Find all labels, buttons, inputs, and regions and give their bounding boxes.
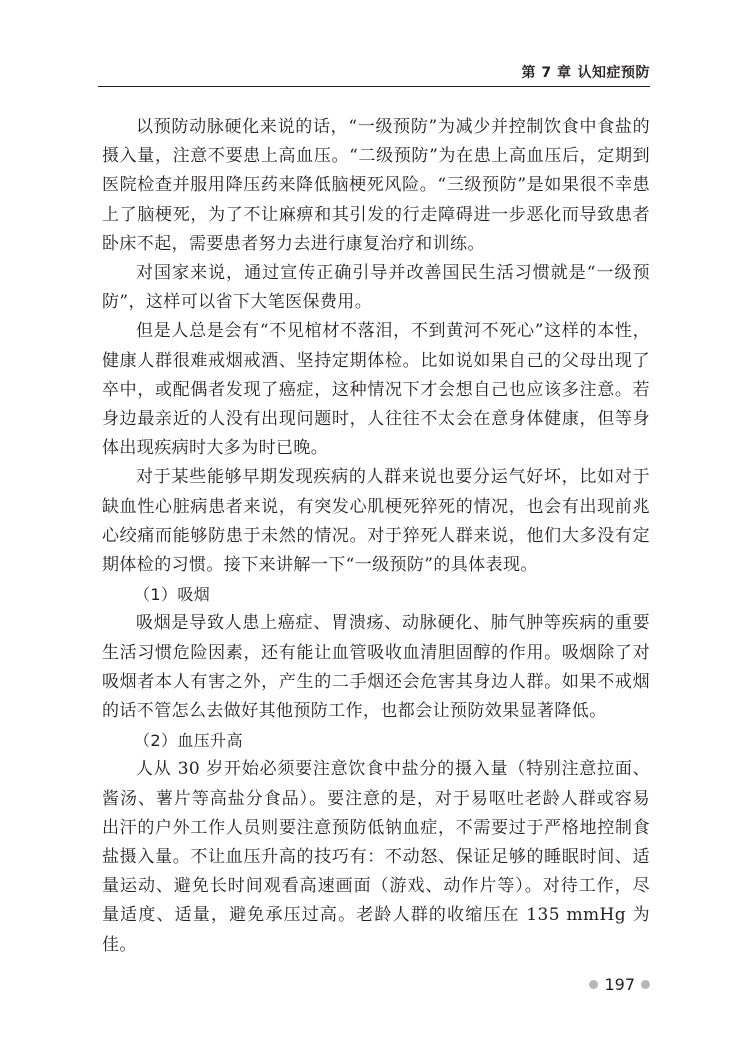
paragraph: 以预防动脉硬化来说的话，“一级预防”为减少并控制饮食中食盐的摄入量，注意不要患上高血压。“二级预防”为在患上高血压后，定期到医院检查并服用降压药来降低脑梗死风险。“三级预防”是如果很不幸患上了脑梗死，为了不让麻痹和其引发的行走障碍进一步恶化而导致患者卧床不起，需要患者努力去进行康复治疗和训练。 — [102, 117, 650, 254]
paragraph: 对于某些能够早期发现疾病的人群来说也要分运气好坏，比如对于缺血性心脏病患者来说，有突发心肌梗死猝死的情况，也会有出现前兆心绞痛而能够防患于未然的情况。对于猝死人群来说，他们大多没有定期体检的习惯。接下来讲解一下“一级预防”的具体表现。 — [102, 467, 650, 576]
folio-dot-left — [589, 980, 598, 989]
running-head — [522, 62, 651, 82]
folio-dot-right — [641, 980, 650, 989]
section-heading-blood-pressure: （2）血压升高 — [134, 731, 243, 751]
paragraph: 对国家来说，通过宣传正确引导并改善国民生活习惯就是“一级预防”，这样可以省下大笔医保费用。 — [102, 263, 650, 313]
page-body — [102, 113, 650, 960]
paragraph: 但是人总是会有“不见棺材不落泪，不到黄河不死心”这样的本性，健康人群很难戒烟戒酒、坚持定期体检。比如说如果自己的父母出现了卒中，或配偶者发现了癌症，这种情况下才会想自己也应该多注意。若身边最亲近的人没有出现问题时，人往往不太会在意身体健康，但等身体出现疾病时大多为时已晚。 — [102, 321, 650, 459]
paragraph-blood-pressure: 人从 30 岁开始必须要注意饮食中盐分的摄入量（特别注意拉面、酱汤、薯片等高盐分食品）。要注意的是，对于易呕吐老龄人群或容易出汗的户外工作人员则要注意预防低钠血症，不需要过于严格地控制食盐摄入量。不让血压升高的技巧有：不动怒、保证足够的睡眠时间、适量运动、避免长时间观看高速画面（游戏、动作片等）。对待工作，尽量适度、适量，避免承压过高。老龄人群的收缩压在 135 mmHg 为佳。 — [102, 759, 650, 955]
section-heading-smoking: （1）吸烟 — [134, 585, 211, 605]
page-number: 197 — [604, 975, 635, 994]
chapter-number: 第 7 章 — [521, 65, 572, 81]
page-folio — [589, 975, 650, 994]
paragraph-smoking: 吸烟是导致人患上癌症、胃溃疡、动脉硬化、肺气肿等疾病的重要生活习惯危险因素，还有能让血管吸收血清胆固醇的作用。吸烟除了对吸烟者本人有害之外，产生的二手烟还会危害其身边人群。如果不戒烟的话不管怎么去做好其他预防工作，也都会让预防效果显著降低。 — [102, 613, 650, 722]
chapter-title: 认知症预防 — [577, 65, 650, 81]
header-rule — [98, 86, 650, 87]
